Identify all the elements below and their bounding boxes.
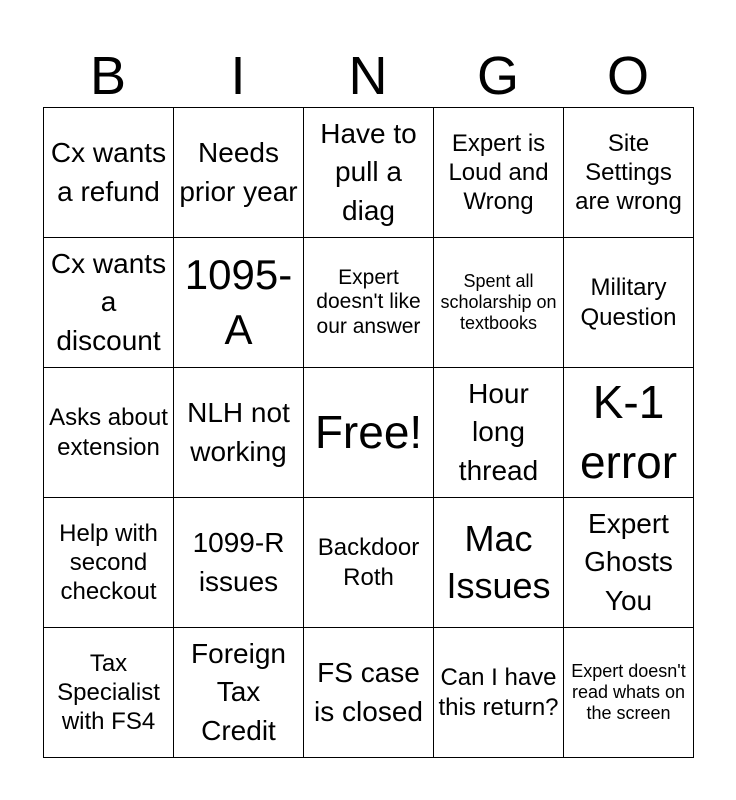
bingo-cell[interactable] [434,108,564,238]
bingo-cell[interactable] [304,498,434,628]
bingo-cell-text: Expert doesn't like our answer [316,266,421,338]
bingo-cell-text: Hour long thread [458,377,539,486]
bingo-cell[interactable] [564,628,694,758]
bingo-cell[interactable] [174,498,304,628]
bingo-free-cell[interactable] [304,368,434,498]
bingo-cell[interactable] [44,238,174,368]
bingo-cell[interactable] [564,368,694,498]
bingo-cell-text: Expert doesn't read whats on the screen [571,661,686,723]
bingo-cell-text: Needs prior year [179,136,298,207]
bingo-cell-text: NLH not working [187,396,290,467]
bingo-cell-text: 1099-R issues [192,526,285,597]
bingo-header [43,44,693,108]
bingo-cell[interactable] [44,108,174,238]
bingo-cell-text: Have to pull a diag [320,117,417,226]
bingo-cell-text: Expert is Loud and Wrong [448,129,549,216]
bingo-cell-text: Tax Specialist with FS4 [57,649,160,736]
bingo-cell-text: Military Question [580,274,677,331]
bingo-cell-text: Site Settings are wrong [575,129,682,216]
bingo-cell[interactable] [564,238,694,368]
bingo-cell[interactable] [304,108,434,238]
bingo-cell[interactable] [434,498,564,628]
bingo-cell-text: Cx wants a refund [50,136,167,207]
bingo-cell[interactable] [434,238,564,368]
bingo-cell-text: Backdoor Roth [317,534,420,591]
header-letter-b: B [89,46,127,106]
bingo-cell[interactable] [44,628,174,758]
header-letter-n: N [348,46,388,106]
bingo-cell-text: Can I have this return? [438,664,559,721]
bingo-cell[interactable] [434,628,564,758]
bingo-cell[interactable] [44,368,174,498]
bingo-card-grid [43,107,694,758]
bingo-cell-text: Foreign Tax Credit [191,637,286,746]
free-space-text: Free! [314,405,423,458]
bingo-cell-text: Mac Issues [446,517,551,606]
bingo-cell[interactable] [304,628,434,758]
bingo-cell[interactable] [564,498,694,628]
bingo-cell-text: Spent all scholarship on textbooks [440,271,557,333]
bingo-cell-text: 1095-A [184,250,293,353]
bingo-cell[interactable] [44,498,174,628]
bingo-cell[interactable] [304,238,434,368]
bingo-cell[interactable] [174,628,304,758]
bingo-cell-text: K-1 error [579,375,678,488]
header-letter-i: I [230,46,246,106]
header-letter-g: G [476,46,519,106]
header-letter-o: O [606,46,649,106]
bingo-cell[interactable] [434,368,564,498]
bingo-cell-text: Asks about extension [49,404,168,461]
bingo-cell-text: Expert Ghosts You [584,507,673,616]
bingo-cell-text: Help with second checkout [59,519,158,606]
bingo-cell-text: Cx wants a discount [50,247,167,356]
bingo-cell-text: FS case is closed [314,656,423,727]
bingo-cell[interactable] [174,108,304,238]
bingo-cell[interactable] [564,108,694,238]
bingo-cell[interactable] [174,238,304,368]
bingo-cell[interactable] [174,368,304,498]
